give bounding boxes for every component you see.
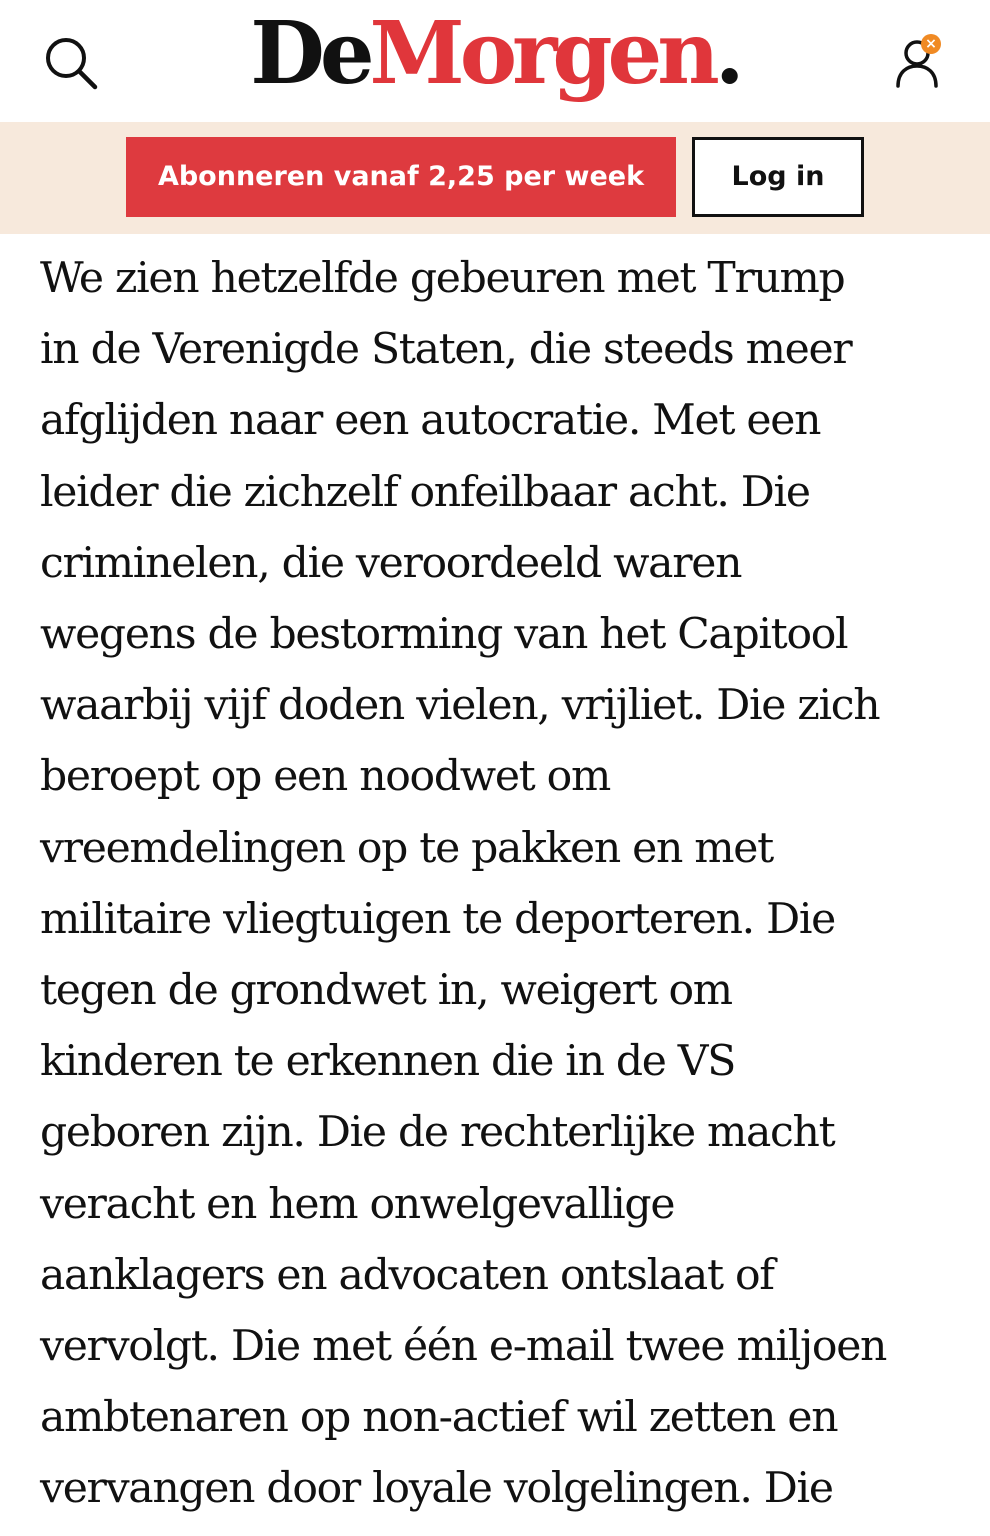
article-line: geboren zijn. Die de rechterlijke macht	[40, 1108, 835, 1158]
article-line: vervolgt. Die met één e-mail twee miljoen	[40, 1322, 887, 1372]
article-line: aanklagers en advocaten ontslaat of	[40, 1250, 774, 1300]
login-button[interactable]: Log in	[692, 137, 864, 217]
account-badge: ×	[921, 34, 941, 54]
article-line: criminelen, die veroordeeld waren	[40, 538, 742, 588]
article-line: ambtenaren op non-actief wil zetten en	[40, 1393, 838, 1443]
account-button[interactable]	[890, 32, 952, 94]
article-line: leider die zichzelf onfeilbaar acht. Die	[40, 467, 810, 517]
logo-dot: .	[714, 3, 740, 104]
article-line: vervangen door loyale volgelingen. Die	[40, 1464, 833, 1514]
article-line: afglijden naar een autocratie. Met een	[40, 396, 821, 446]
article-line: in de Verenigde Staten, die steeds meer	[40, 325, 852, 375]
logo-de: De	[250, 3, 370, 104]
site-header	[0, 0, 990, 122]
subscription-banner	[0, 122, 990, 234]
article-line: waarbij vijf doden vielen, vrijliet. Die zich	[40, 681, 880, 731]
article-line: wegens de bestorming van het Capitool	[40, 610, 848, 660]
article-line: beroept op een noodwet om	[40, 752, 610, 802]
article-line: kinderen te erkennen die in de VS	[40, 1037, 736, 1087]
article-body	[40, 243, 970, 1525]
article-line: We zien hetzelfde gebeuren met Trump	[40, 254, 845, 303]
article-line: militaire vliegtuigen te deporteren. Die	[40, 894, 836, 944]
article-line: tegen de grondwet in, weigert om	[40, 966, 732, 1016]
subscribe-button[interactable]: Abonneren vanaf 2,25 per week	[126, 137, 676, 217]
site-logo[interactable]	[0, 4, 990, 104]
article-line: veracht en hem onwelgevallige	[40, 1179, 675, 1229]
article-line: vreemdelingen op te pakken en met	[40, 823, 773, 873]
logo-morgen: Morgen	[369, 3, 715, 104]
